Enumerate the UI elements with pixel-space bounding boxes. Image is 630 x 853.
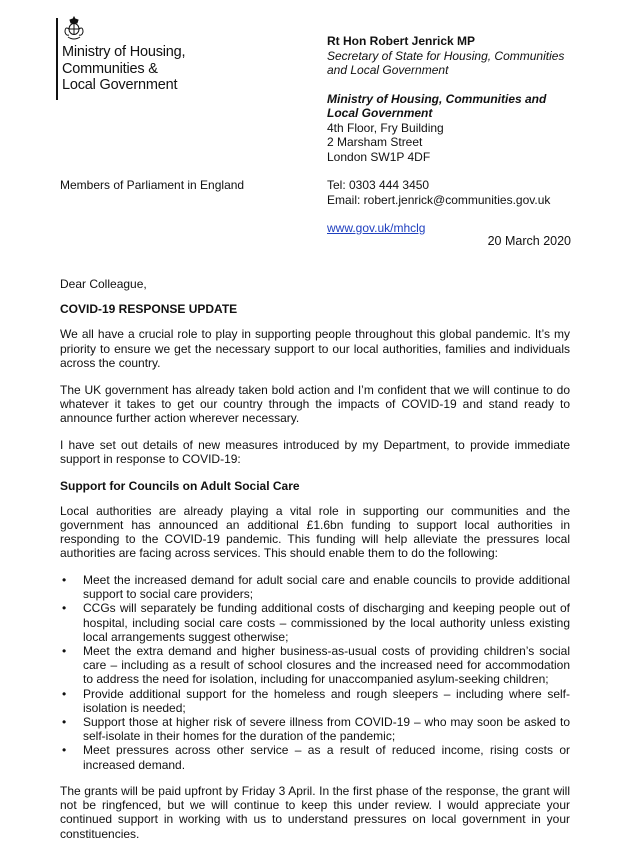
bullet-icon: • — [62, 573, 67, 588]
bullet-icon: • — [62, 644, 67, 659]
list-item — [60, 743, 570, 771]
paragraph-5: The grants will be paid upfront by Friday 3 April. In the first phase of the response, the grant will not be ringfenced, but we will continue to keep this under review. I would appreciate your continued support in working with us to understand pressures on local government in your constituencies. — [60, 783, 570, 841]
list-item-text: Provide additional support for the homeless and rough sleepers – including where self-isolation is needed; — [83, 686, 570, 715]
letter-date: 20 March 2020 — [487, 234, 571, 248]
list-item-text: Meet the increased demand for adult social care and enable councils to provide additional support to social care providers; — [83, 573, 570, 602]
website-link[interactable]: www.gov.uk/mhclg — [327, 221, 426, 235]
department-line-1: Ministry of Housing, Communities and — [327, 91, 547, 106]
letter-body — [60, 277, 570, 853]
list-item-text: Meet pressures across other service – as a result of reduced income, rising costs or increased demand. — [83, 743, 570, 772]
address-line-1: 4th Floor, Fry Building — [327, 120, 444, 135]
list-item-text: Support those at higher risk of severe illness from COVID-19 – who may soon be asked to self-isolate in their homes for the duration of the pandemic; — [83, 715, 570, 744]
section-heading: Support for Councils on Adult Social Care — [60, 478, 300, 493]
logo-line-1: Ministry of Housing, — [62, 44, 186, 60]
sender-address-block — [327, 34, 564, 236]
bullet-icon: • — [62, 686, 67, 701]
list-item — [60, 573, 570, 601]
bullet-icon: • — [62, 601, 67, 616]
bullet-icon: • — [62, 743, 67, 758]
measures-list — [60, 573, 570, 772]
list-item — [60, 687, 570, 715]
address-line-3: London SW1P 4DF — [327, 149, 431, 164]
list-item-text: CCGs will separately be funding additional costs of discharging and keeping people out of hospital, including social care costs – commissioned by the local authority unless existing local arrangements suggest otherwise; — [83, 601, 570, 644]
paragraph-3: I have set out details of new measures introduced by my Department, to provide immediate support in response to COVID-19: — [60, 437, 570, 466]
royal-crest-icon — [62, 16, 86, 42]
list-item — [60, 644, 570, 687]
logo-line-2: Communities & — [62, 60, 158, 77]
sender-role-line-1: Secretary of State for Housing, Communities — [327, 48, 565, 63]
address-line-2: 2 Marsham Street — [327, 135, 423, 149]
telephone: Tel: 0303 444 3450 — [327, 178, 430, 192]
list-item — [60, 601, 570, 644]
recipient: Members of Parliament in England — [60, 178, 245, 192]
logo-rule — [56, 18, 58, 100]
salutation: Dear Colleague, — [60, 277, 147, 291]
department-line-2: Local Government — [327, 106, 433, 120]
list-item-text: Meet the extra demand and higher business-as-usual costs of providing children’s social care – including as a result of school closures and the increased need for accommodation to address the need for isolation, including for unaccompanied asylum-seeking children; — [83, 644, 570, 687]
bullet-icon: • — [62, 715, 67, 730]
sender-name: Rt Hon Robert Jenrick MP — [327, 34, 476, 48]
letter-title: COVID-19 RESPONSE UPDATE — [60, 302, 238, 317]
paragraph-1: We all have a crucial role to play in supporting people throughout this global pandemic. It’s my priority to ensure we get the necessary support to our local authorities, families and individuals across the country. — [60, 327, 570, 370]
sender-role-line-2: and Local Government — [327, 63, 449, 77]
ministry-name — [62, 44, 185, 94]
paragraph-2: The UK government has already taken bold action and I’m confident that we will continue to do whatever it takes to get our country through the impacts of COVID-19 and stand ready to announce further action wherever necessary. — [60, 382, 570, 425]
paragraph-4: Local authorities are already playing a vital role in supporting our communities and the government has announced an additional £1.6bn funding to support local authorities in responding to the COVID-19 pandemic. This funding will help alleviate the pressures local authorities are facing across services. This should enable them to do the following: — [60, 503, 570, 561]
email: Email: robert.jenrick@communities.gov.uk — [327, 192, 551, 207]
list-item — [60, 715, 570, 743]
logo-line-3: Local Government — [62, 77, 178, 93]
